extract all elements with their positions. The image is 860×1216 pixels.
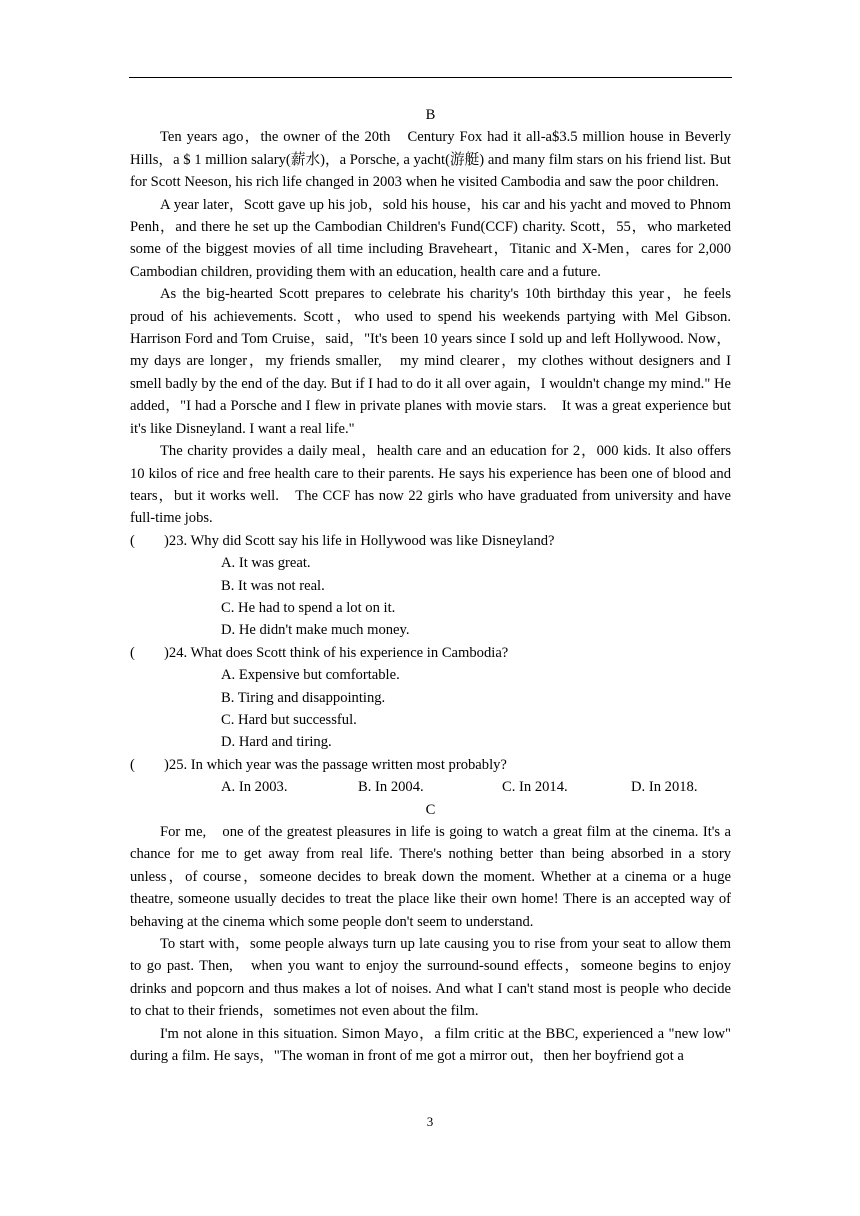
- question-25-option-a: A. In 2003.: [221, 779, 288, 796]
- question-25-option-c: C. In 2014.: [502, 779, 568, 796]
- section-c-paragraph-2: To start with，some people always turn up late causing you to rise from your seat to allow them to go past. Then, when you want to enjoy the surround-sound effects，someone begins to enjoy drinks and popcorn and thus makes a lot of noises. And what I can't stand most is people who decide to chat to their friends，sometimes not even about the film.: [130, 936, 731, 1020]
- document-body: [130, 104, 731, 1067]
- question-23-option-d: D. He didn't make much money.: [221, 622, 410, 639]
- section-b-heading: B: [425, 107, 436, 123]
- question-25-options: [130, 776, 731, 798]
- section-b-paragraph-1: Ten years ago，the owner of the 20th Century Fox had it all-a$3.5 million house in Beverly Hills，a $ 1 million salary(薪水)，a Porsche, a yacht(游艇) and many film stars on his friend list. But for Scott Neeson, his rich life changed in 2003 when he visited Cambodia and saw the poor children.: [130, 129, 731, 191]
- question-24-option-d: D. Hard and tiring.: [221, 734, 332, 751]
- question-24: ( )24. What does Scott think of his experience in Cambodia?: [130, 644, 509, 661]
- header-rule: [129, 77, 732, 78]
- question-24-option-c: C. Hard but successful.: [221, 711, 357, 728]
- section-b-paragraph-4: The charity provides a daily meal，health care and an education for 2，000 kids. It also offers 10 kilos of rice and free health care to their parents. He says his experience has been one of blood and tears，but it works well. The CCF has now 22 girls who have graduated from university and have full-time jobs.: [130, 443, 731, 527]
- question-24-option-a: A. Expensive but comfortable.: [221, 667, 400, 684]
- question-25-option-b: B. In 2004.: [358, 779, 424, 796]
- question-23-option-c: C. He had to spend a lot on it.: [221, 599, 396, 616]
- section-c-paragraph-3: I'm not alone in this situation. Simon Mayo，a film critic at the BBC, experienced a "new low" during a film. He says，"The woman in front of me got a mirror out，then her boyfriend got a: [130, 1025, 731, 1065]
- section-b-paragraph-2: A year later，Scott gave up his job，sold his house，his car and his yacht and moved to Phnom Penh，and there he set up the Cambodian Children's Fund(CCF) charity. Scott，55，who marketed some of the biggest movies of all time including Braveheart，Titanic and X-Men，cares for 2,000 Cambodian children, providing them with an education, health care and a future.: [130, 196, 731, 280]
- question-25: ( )25. In which year was the passage written most probably?: [130, 756, 507, 773]
- section-c-paragraph-1: For me, one of the greatest pleasures in life is going to watch a great film at the cinema. It's a chance for me to get away from real life. There's nothing better than being absorbed in a story unless，of course，someone decides to break down the moment. Whether at a cinema or a huge theatre, someone usually decides to treat the place like their own home! There is an accepted way of behaving at the cinema which some people don't seem to understand.: [130, 823, 731, 930]
- section-c-heading: C: [425, 801, 436, 818]
- question-23: ( )23. Why did Scott say his life in Hollywood was like Disneyland?: [130, 532, 555, 549]
- question-23-option-b: B. It was not real.: [221, 577, 325, 594]
- question-25-option-d: D. In 2018.: [631, 779, 698, 796]
- question-23-option-a: A. It was great.: [221, 555, 311, 572]
- section-b-paragraph-3: As the big-hearted Scott prepares to celebrate his charity's 10th birthday this year，he feels proud of his achievements. Scott，who used to spend his weekends partying with Mel Gibson. Harrison Ford and Tom Cruise，said，"It's been 10 years since I sold up and left Hollywood. Now，my days are longer，my friends smaller, my mind clearer，my clothes without designers and I smell badly by the end of the day. But if I had to do it all over again，I wouldn't change my mind." He added，"I had a Porsche and I flew in private planes with movie stars. It was a great experience but it's like Disneyland. I want a real life.": [130, 286, 731, 437]
- page-number: 3: [426, 1114, 434, 1129]
- question-24-option-b: B. Tiring and disappointing.: [221, 689, 386, 706]
